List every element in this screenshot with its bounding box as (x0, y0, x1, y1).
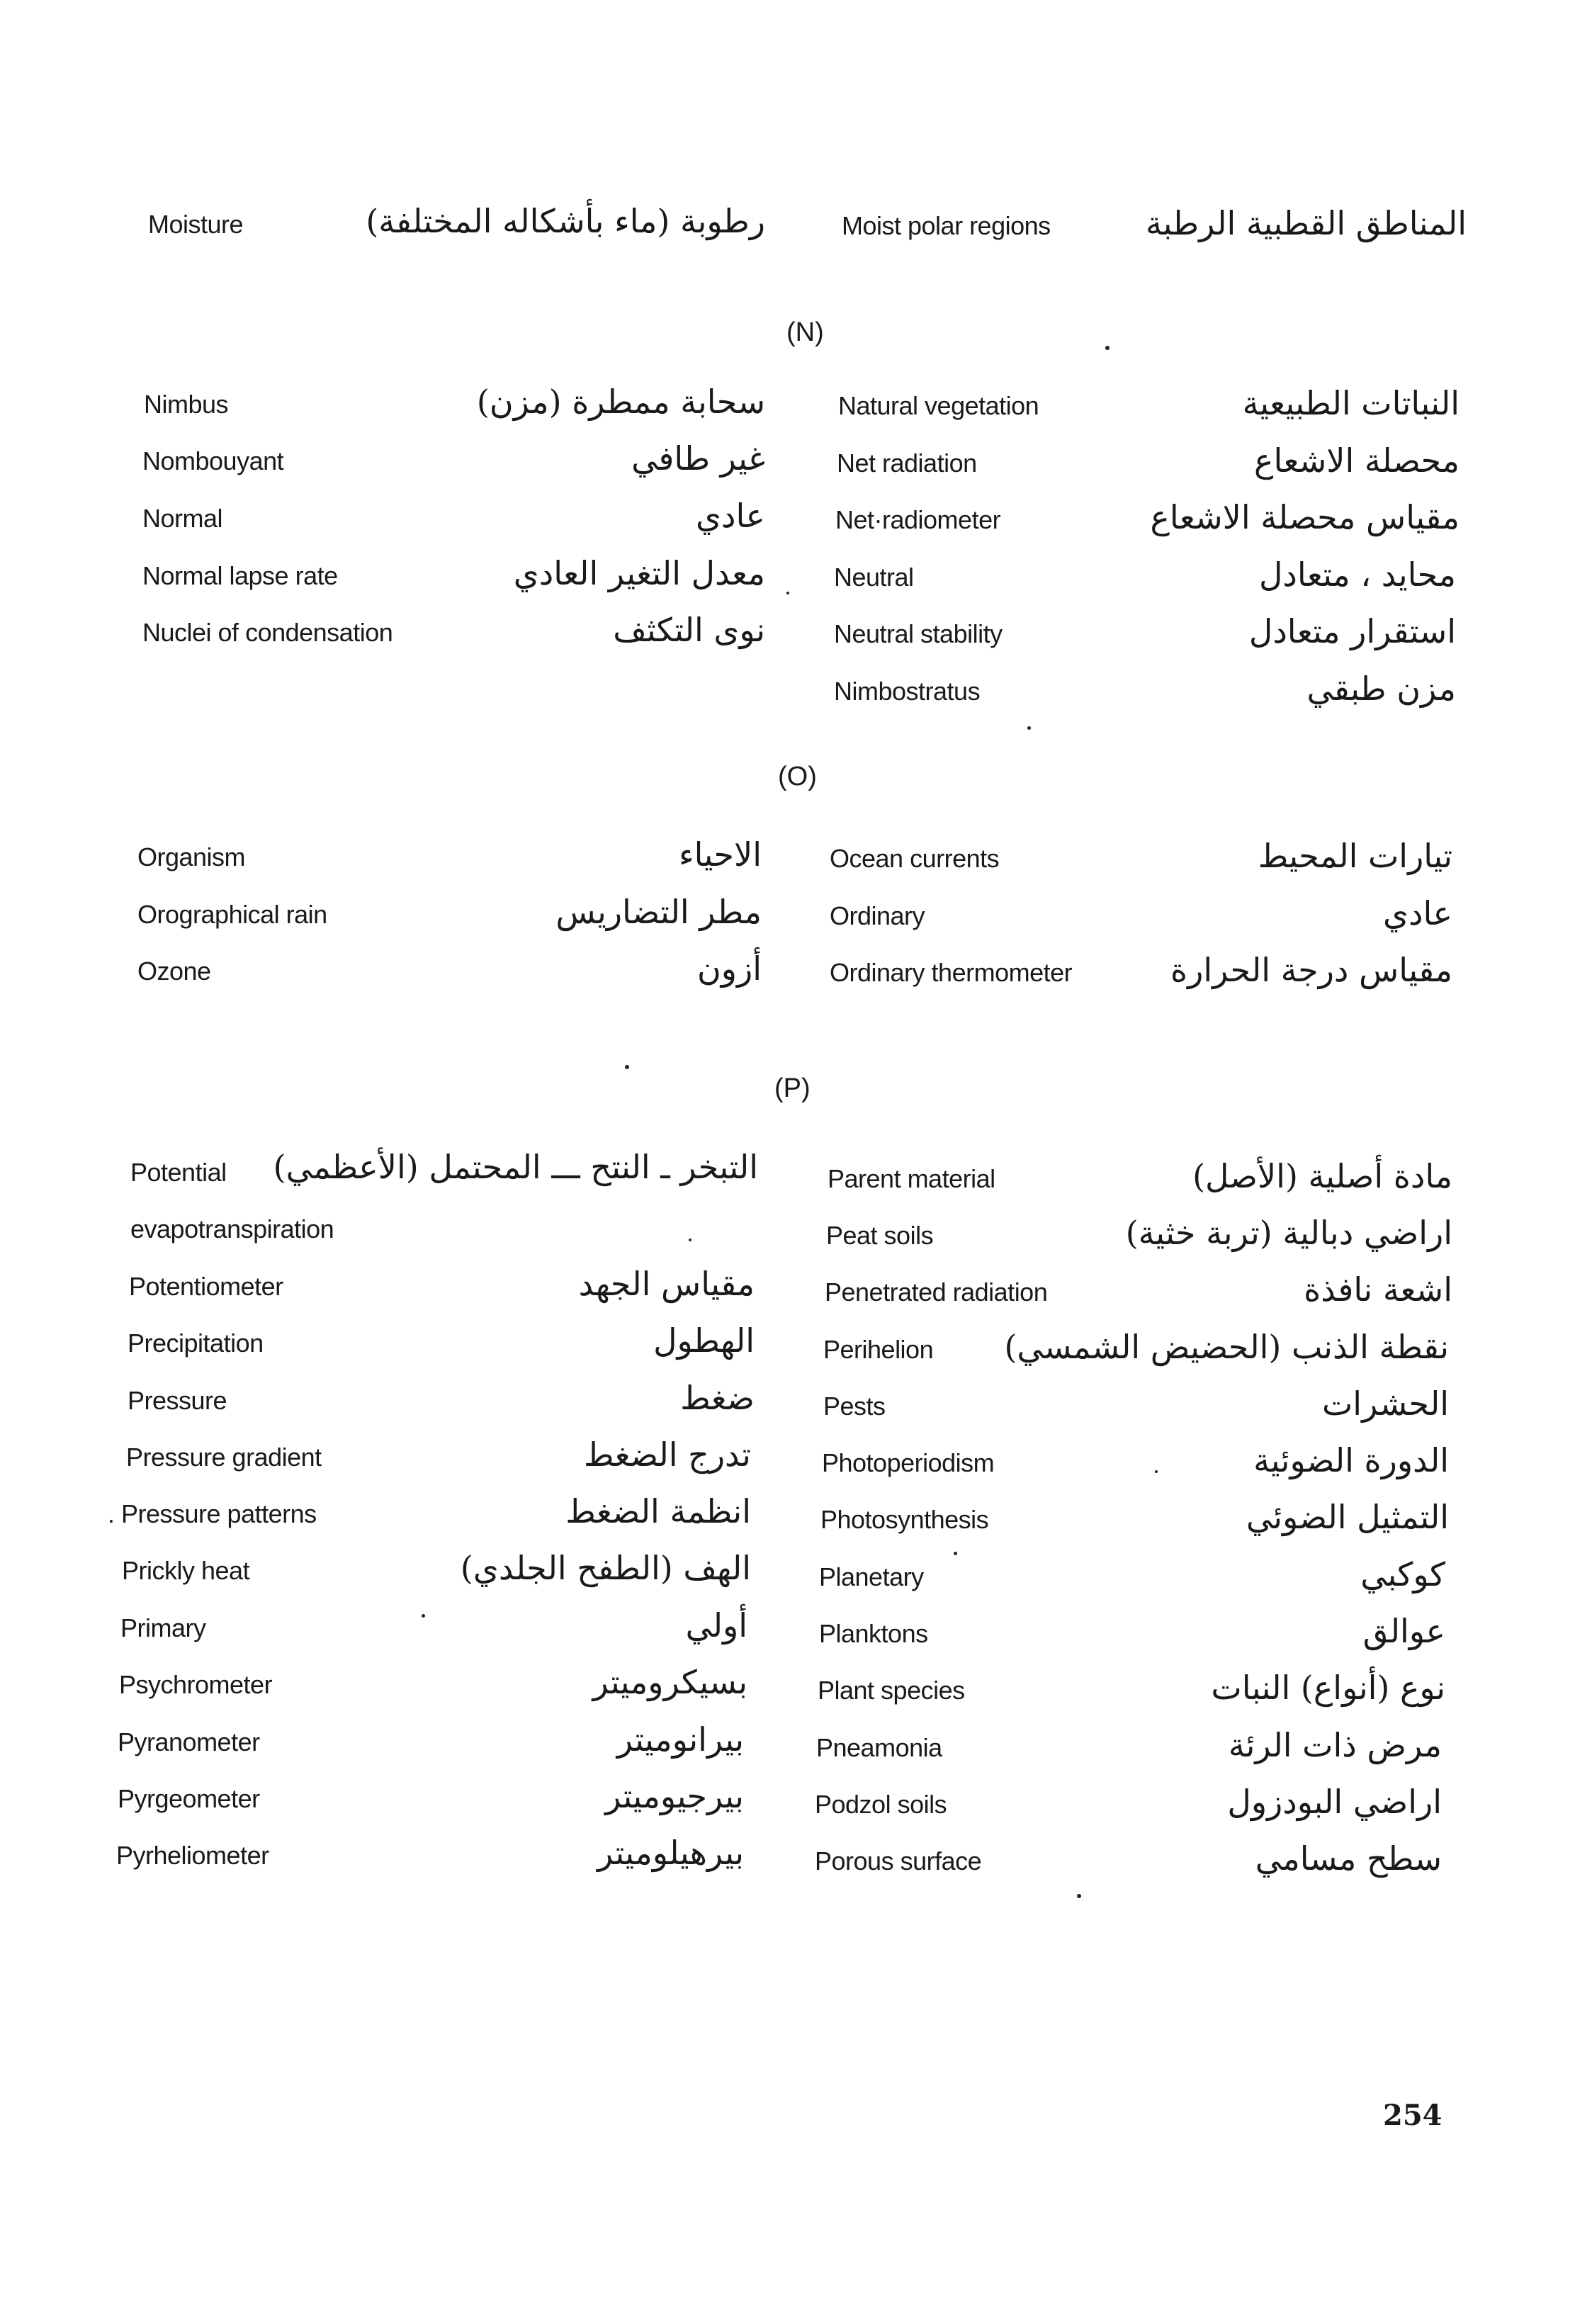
term-en: Normal (142, 504, 223, 533)
term-en: Primary (120, 1613, 206, 1642)
term-ar: تيارات المحيط (1258, 837, 1452, 875)
term-en: Net·radiometer (835, 505, 1001, 534)
term-ar: بيرهيلوميتر (597, 1834, 744, 1872)
term-en: Neutral (834, 563, 914, 592)
section-header-o: (O) (778, 762, 817, 791)
scan-speck (422, 1614, 425, 1618)
term-en: Normal lapse rate (142, 561, 338, 590)
term-en: Ozone (137, 957, 211, 986)
term-ar: استقرار متعادل (1248, 612, 1456, 650)
page-number: 254 (1383, 2099, 1443, 2132)
term-en: Orographical rain (137, 900, 327, 929)
term-ar: الدورة الضوئية (1253, 1441, 1449, 1479)
scan-speck (786, 592, 789, 594)
term-ar: عادي (1383, 894, 1452, 932)
term-en: evapotranspiration (130, 1214, 334, 1243)
term-en: Pressure gradient (126, 1443, 322, 1472)
term-en: Potential (130, 1158, 227, 1187)
term-ar: نوع (أنواع) النبات (1211, 1669, 1445, 1707)
term-ar: التبخر ـ النتح ـــ المحتمل (الأعظمي) (273, 1148, 758, 1186)
section-header-n: (N) (786, 317, 824, 347)
term-en: Planetary (819, 1562, 924, 1591)
term-en: Porous surface (815, 1846, 982, 1875)
term-en: Pests (823, 1392, 886, 1421)
term-en: Potentiometer (129, 1272, 283, 1301)
term-ar: نقطة الذنب (الحضيض الشمسي) (1004, 1328, 1449, 1366)
term-ar: محايد ، متعادل (1258, 555, 1456, 594)
term-en: Pyrgeometer (118, 1784, 260, 1813)
term-ar: محصلة الاشعاع (1254, 441, 1460, 480)
term-ar: مقياس الجهد (578, 1265, 755, 1303)
term-en: Psychrometer (119, 1670, 273, 1699)
term-ar: غير طافي (631, 439, 765, 478)
term-en: Ordinary thermometer (830, 958, 1073, 987)
term-en: Nombouyant (142, 446, 284, 475)
term-en: Nimbostratus (834, 677, 981, 706)
term-ar: مقياس درجة الحرارة (1170, 951, 1452, 989)
term-en: Natural vegetation (838, 391, 1039, 420)
scan-speck (1027, 726, 1031, 730)
term-ar: الهف (الطفح الجلدي) (460, 1549, 751, 1587)
scan-speck (1155, 1470, 1158, 1473)
term-en: Photosynthesis (820, 1505, 989, 1534)
term-en: Penetrated radiation (825, 1277, 1048, 1307)
term-ar: مطر التضاريس (555, 893, 762, 931)
term-en: Pneamonia (816, 1733, 942, 1762)
term-en: Podzol soils (815, 1790, 947, 1819)
term-ar: التمثيل الضوئي (1246, 1498, 1449, 1536)
term-ar: اراضي دبالية (تربة خثية) (1125, 1214, 1452, 1252)
term-ar: مقياس محصلة الاشعاع (1150, 498, 1460, 536)
term-ar: سحابة ممطرة (مزن) (476, 383, 765, 421)
term-ar: المناطق القطبية الرطبة (1145, 204, 1467, 242)
term-ar: اشعة نافذة (1304, 1270, 1452, 1309)
term-en: Neutral stability (834, 619, 1003, 648)
term-ar: بسيكروميتر (592, 1663, 747, 1701)
term-ar: كوكبي (1360, 1555, 1445, 1593)
term-en: Nuclei of condensation (142, 618, 393, 647)
term-en: Planktons (819, 1619, 928, 1648)
term-en: Pyrheliometer (116, 1841, 269, 1870)
term-ar: أزون (697, 949, 762, 988)
term-en: Photoperiodism (822, 1448, 995, 1477)
scan-speck (625, 1065, 629, 1069)
scan-speck (689, 1239, 691, 1241)
term-en: Ordinary (830, 901, 925, 930)
term-ar: الاحياء (679, 835, 762, 874)
term-ar: النباتات الطبيعية (1242, 384, 1460, 422)
term-en: Pressure (128, 1386, 227, 1415)
term-en: Perihelion (823, 1335, 934, 1364)
term-ar: الهطول (653, 1321, 755, 1360)
term-en: Plant species (818, 1676, 965, 1705)
term-ar: أولي (685, 1606, 747, 1645)
term-en: Moist polar regions (842, 211, 1051, 240)
term-en: Net radiation (837, 449, 977, 478)
term-en: Moisture (148, 210, 244, 239)
term-en: Nimbus (144, 390, 229, 419)
term-en: Ocean currents (830, 844, 1000, 873)
term-ar: معدل التغير العادي (513, 554, 765, 592)
term-en: . Pressure patterns (108, 1499, 317, 1528)
term-ar: عوالق (1362, 1612, 1445, 1650)
term-en: Prickly heat (122, 1556, 250, 1585)
term-ar: بيرانوميتر (616, 1720, 744, 1759)
term-en: Parent material (828, 1164, 995, 1193)
section-header-p: (P) (774, 1073, 811, 1103)
term-ar: مادة أصلية (الأصل) (1192, 1157, 1452, 1195)
term-ar: انظمة الضغط (565, 1492, 751, 1530)
term-ar: الحشرات (1322, 1384, 1449, 1423)
term-ar: بيرجيوميتر (605, 1777, 744, 1815)
term-ar: مرض ذات الرئة (1228, 1726, 1442, 1764)
term-ar: اراضي البودزول (1227, 1783, 1442, 1821)
term-en: Organism (137, 842, 246, 872)
term-ar: تدرج الضغط (583, 1435, 751, 1474)
term-en: Precipitation (128, 1329, 264, 1358)
term-en: Peat soils (826, 1221, 934, 1250)
term-ar: رطوبة (ماء بأشكاله المختلفة) (366, 202, 765, 240)
term-ar: سطح مسامي (1255, 1839, 1442, 1878)
scan-speck (954, 1552, 957, 1555)
term-ar: عادي (696, 497, 765, 535)
term-ar: مزن طبقي (1306, 670, 1456, 708)
term-ar: ضغط (680, 1379, 755, 1417)
term-ar: نوى التكثف (613, 611, 765, 649)
scan-speck (1105, 346, 1110, 350)
term-en: Pyranometer (118, 1727, 260, 1756)
scan-speck (1077, 1894, 1081, 1898)
